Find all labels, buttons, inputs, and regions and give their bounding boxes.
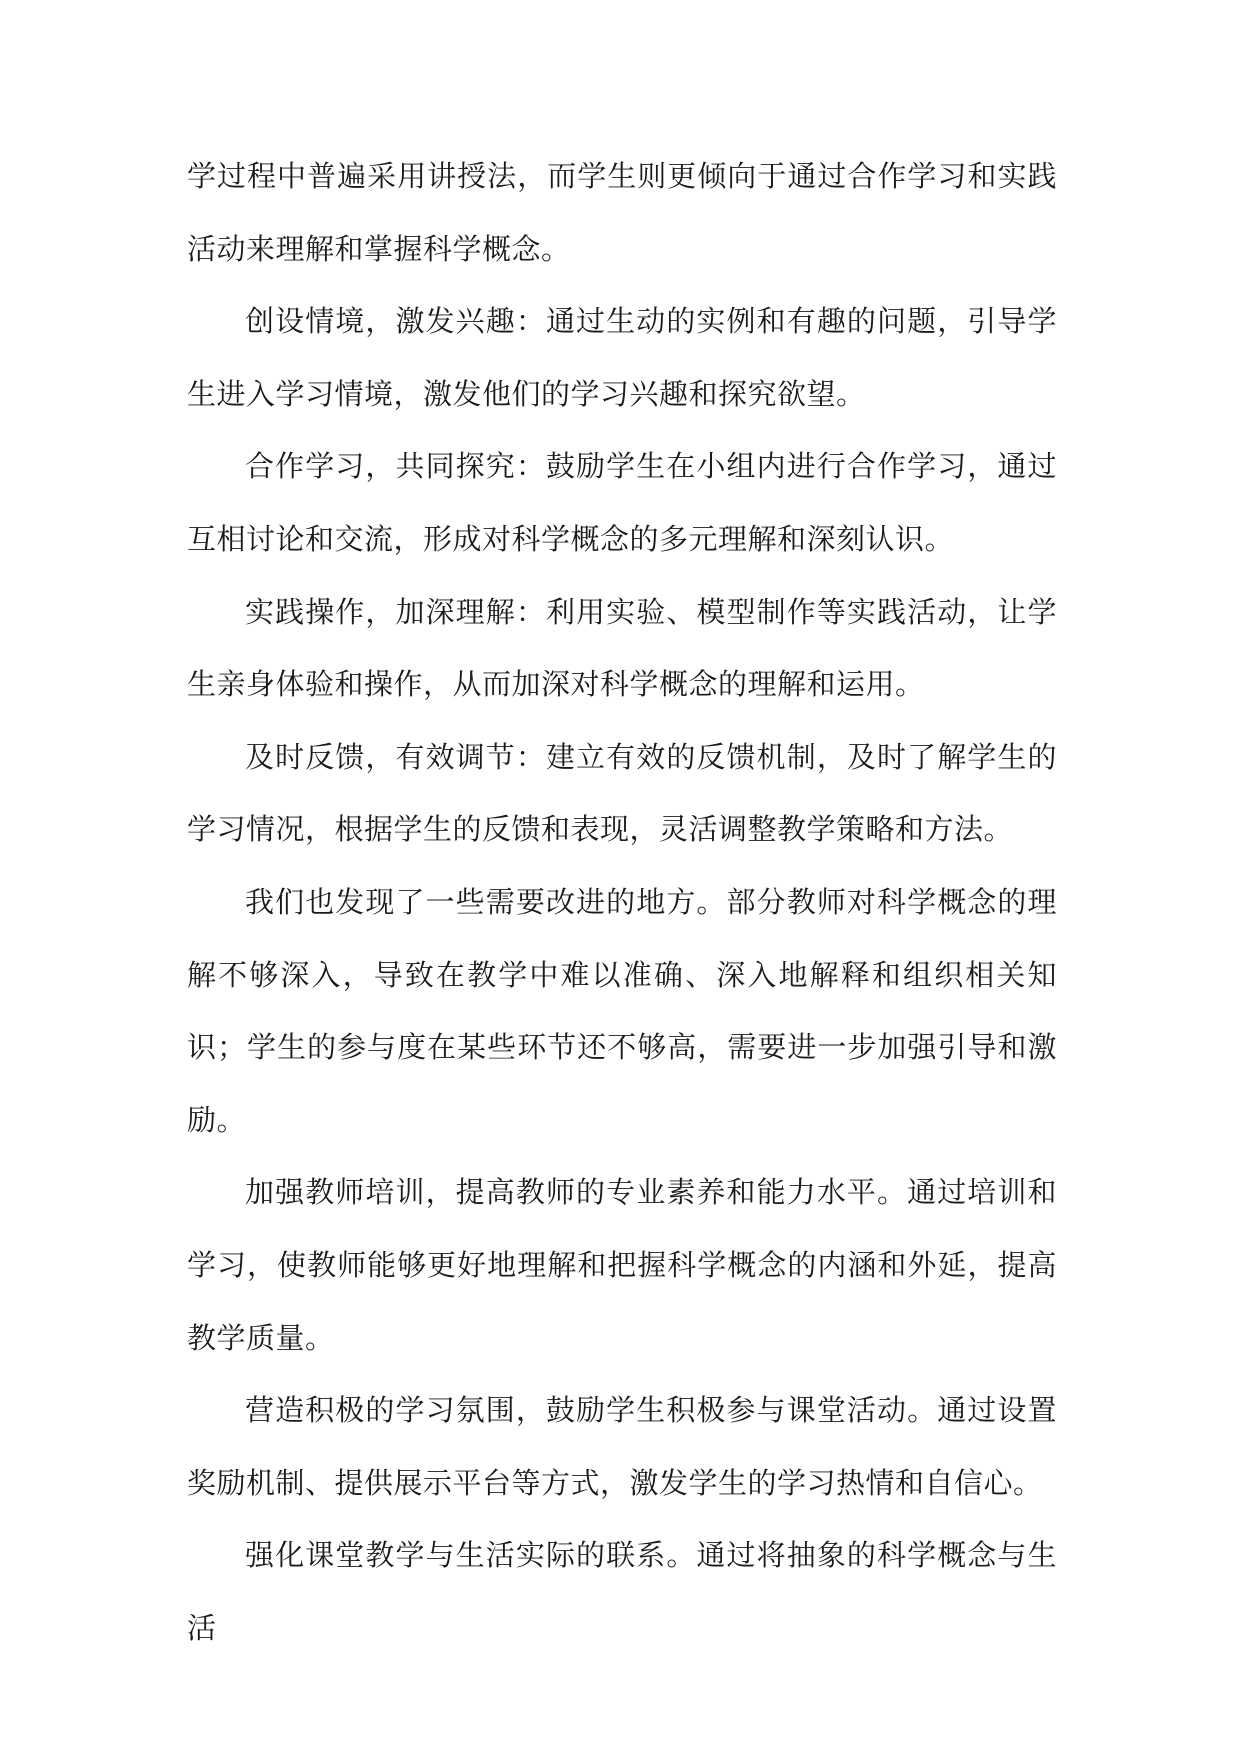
paragraph: 及时反馈，有效调节：建立有效的反馈机制，及时了解学生的学习情况，根据学生的反馈和表现，灵活调整教学策略和方法。 [187,739,1057,847]
body-text [187,140,1057,1664]
paragraph: 实践操作，加深理解：利用实验、模型制作等实践活动，让学生亲身体验和操作，从而加深对科学概念的理解和运用。 [187,594,1057,702]
paragraph: 合作学习，共同探究：鼓励学生在小组内进行合作学习，通过互相讨论和交流，形成对科学概念的多元理解和深刻认识。 [187,449,1057,556]
paragraph: 加强教师培训，提高教师的专业素养和能力水平。通过培训和学习，使教师能够更好地理解和把握科学概念的内涵和外延，提高教学质量。 [187,1175,1057,1355]
paragraph: 营造积极的学习氛围，鼓励学生积极参与课堂活动。通过设置奖励机制、提供展示平台等方式，激发学生的学习热情和自信心。 [187,1393,1057,1500]
paragraph: 强化课堂教学与生活实际的联系。通过将抽象的科学概念与生活 [187,1538,1057,1645]
paragraph: 学过程中普遍采用讲授法，而学生则更倾向于通过合作学习和实践活动来理解和掌握科学概念。 [187,159,1057,266]
paragraph: 我们也发现了一些需要改进的地方。部分教师对科学概念的理解不够深入，导致在教学中难以准确、深入地解释和组织相关知识；学生的参与度在某些环节还不够高，需要进一步加强引导和激励。 [187,884,1057,1137]
paragraph: 创设情境，激发兴趣：通过生动的实例和有趣的问题，引导学生进入学习情境，激发他们的学习兴趣和探究欲望。 [187,304,1057,411]
